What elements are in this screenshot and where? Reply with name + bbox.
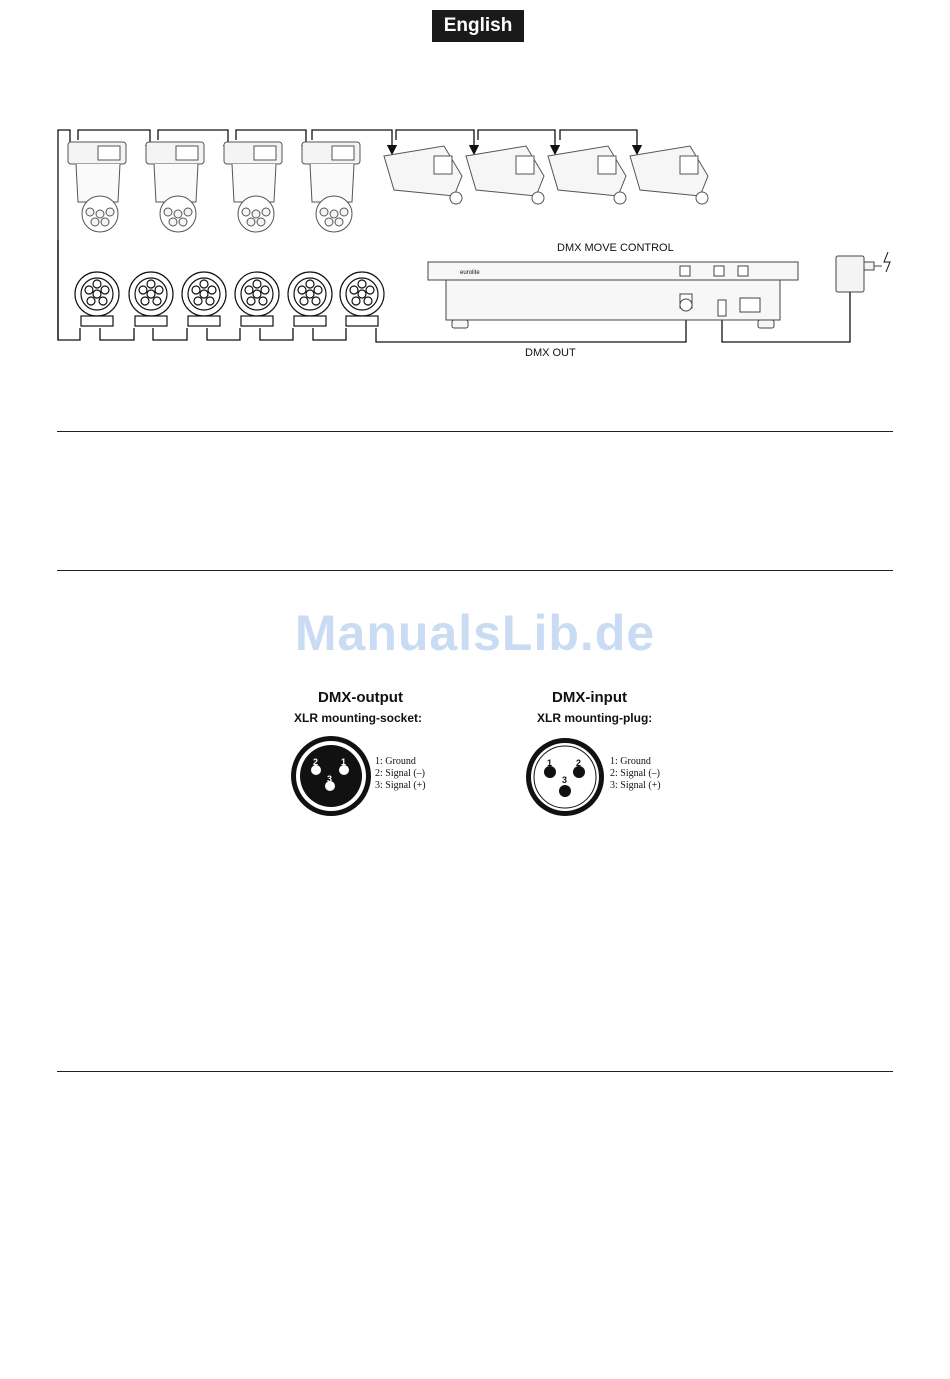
- language-badge: English: [432, 10, 524, 42]
- section-divider-2: [57, 570, 893, 571]
- watermark: ManualsLib.de: [294, 605, 656, 661]
- plug-pin-label: 2: [576, 758, 582, 768]
- section-divider-1: [57, 431, 893, 432]
- led-par-fixtures: [75, 272, 384, 326]
- xlr-socket-icon: [289, 734, 373, 818]
- power-adapter-icon: [836, 252, 890, 292]
- dmx-controller-device: [428, 262, 798, 328]
- controller-brand-label: eurolite: [460, 270, 480, 276]
- dmx-output-title: DMX-output: [318, 689, 403, 706]
- dmx-output-pin-legend: [375, 756, 426, 792]
- moving-head-fixtures: [68, 142, 360, 232]
- dmx-out-label: DMX OUT: [525, 347, 576, 359]
- dmx-input-title: DMX-input: [552, 689, 627, 706]
- controller-label: DMX MOVE CONTROL: [557, 242, 674, 254]
- plug-pin-label: 3: [562, 775, 568, 785]
- socket-pin-label: 1: [341, 757, 347, 767]
- section-divider-3: [57, 1071, 893, 1072]
- pin-legend-line: 3: Signal (+): [375, 780, 426, 791]
- dmx-input-subtitle: XLR mounting-plug:: [537, 711, 653, 725]
- pin-legend-line: 2: Signal (–): [610, 768, 660, 779]
- pin-legend-line: 1: Ground: [610, 756, 651, 767]
- pin-legend-line: 3: Signal (+): [610, 780, 661, 791]
- socket-pin-label: 3: [327, 774, 333, 784]
- dmx-output-subtitle: XLR mounting-socket:: [294, 711, 422, 725]
- pin-legend-line: 1: Ground: [375, 756, 416, 767]
- dmx-wiring-diagram: [50, 120, 900, 370]
- socket-pin-label: 2: [313, 757, 319, 767]
- dmx-input-pin-legend: [610, 756, 661, 792]
- pin-legend-line: 2: Signal (–): [375, 768, 425, 779]
- scanner-fixtures: [384, 146, 708, 204]
- plug-pin-label: 1: [547, 758, 553, 768]
- xlr-plug-icon: [524, 736, 606, 818]
